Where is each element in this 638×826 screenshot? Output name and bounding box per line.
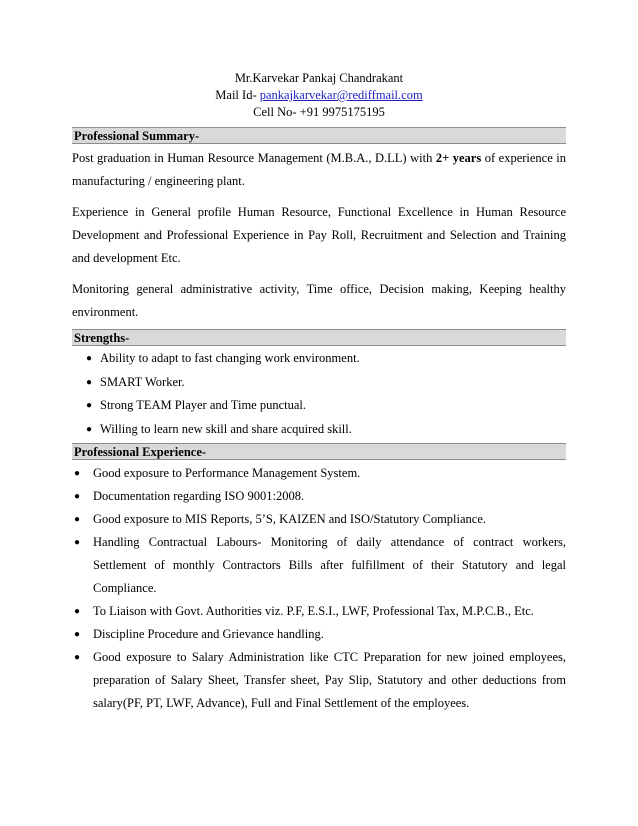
list-item: ● Willing to learn new skill and share acquired skill.: [80, 418, 566, 442]
list-item: ● Documentation regarding ISO 9001:2008.: [72, 485, 566, 508]
list-item: ● Handling Contractual Labours- Monitoring of daily attendance of contract workers, Settlement of monthly Contractors Bills after fulfillment of their Statutory and legal Compliance.: [72, 531, 566, 600]
contact-header: [72, 70, 566, 121]
bullet-icon: ●: [74, 652, 81, 663]
list-item: ● Good exposure to Performance Management System.: [72, 462, 566, 485]
bullet-icon: ●: [86, 353, 93, 364]
summary-p1-tail: of experience in manufacturing / engineering plant.: [72, 151, 567, 188]
list-item: ● Discipline Procedure and Grievance handling.: [72, 623, 566, 646]
summary-paragraph-3: Monitoring general administrative activity, Time office, Decision making, Keeping healthy environment.: [72, 282, 566, 319]
list-item: ● To Liaison with Govt. Authorities viz. P.F, E.S.I., LWF, Professional Tax, M.P.C.B., Etc.: [72, 600, 566, 623]
cell-number: Cell No- +91 9975175195: [253, 105, 385, 119]
experience-years: 2+ years: [435, 151, 482, 165]
list-item: ● Good exposure to MIS Reports, 5’S, KAIZEN and ISO/Statutory Compliance.: [72, 508, 566, 531]
bullet-icon: ●: [74, 629, 81, 640]
resume-page: [72, 0, 566, 715]
bullet-icon: ●: [74, 537, 81, 548]
summary-p1-text: Post graduation in Human Resource Management (M.B.A., D.LL) with: [72, 151, 436, 165]
bullet-icon: ●: [86, 423, 93, 435]
strengths-list: [72, 347, 566, 441]
bullet-icon: ●: [74, 514, 81, 525]
bullet-icon: ●: [74, 491, 81, 502]
bullet-icon: ●: [86, 376, 93, 388]
bullet-icon: ●: [86, 400, 93, 411]
bullet-icon: ●: [74, 468, 81, 479]
bullet-icon: ●: [74, 606, 81, 617]
experience-list: [72, 462, 566, 715]
strengths-heading: Strengths-: [72, 329, 566, 346]
list-item: ● Good exposure to Salary Administration like CTC Preparation for new joined employees, preparation of Salary Sheet, Transfer sheet, Pay Slip, Statutory and other deductions from salary(PF, PT, LWF, Advance), Full and Final Settlement of the employees.: [72, 646, 566, 715]
list-item: ● Strong TEAM Player and Time punctual.: [80, 394, 566, 418]
list-item: ● SMART Worker.: [80, 371, 566, 395]
list-item: ● Ability to adapt to fast changing work environment.: [80, 347, 566, 371]
experience-heading: Professional Experience-: [72, 443, 566, 460]
mail-label: Mail Id-: [215, 88, 260, 102]
summary-heading: Professional Summary-: [72, 127, 566, 144]
email-link[interactable]: pankajkarvekar@rediffmail.com: [259, 88, 423, 102]
candidate-name: Mr.Karvekar Pankaj Chandrakant: [234, 71, 404, 85]
summary-paragraph-2: Experience in General profile Human Resource, Functional Excellence in Human Resource Development and Professional Experience in Pay Roll, Recruitment and Selection and Training and development Etc.: [72, 205, 566, 265]
summary-paragraph-1: [72, 147, 566, 193]
mail-line: [72, 87, 566, 104]
